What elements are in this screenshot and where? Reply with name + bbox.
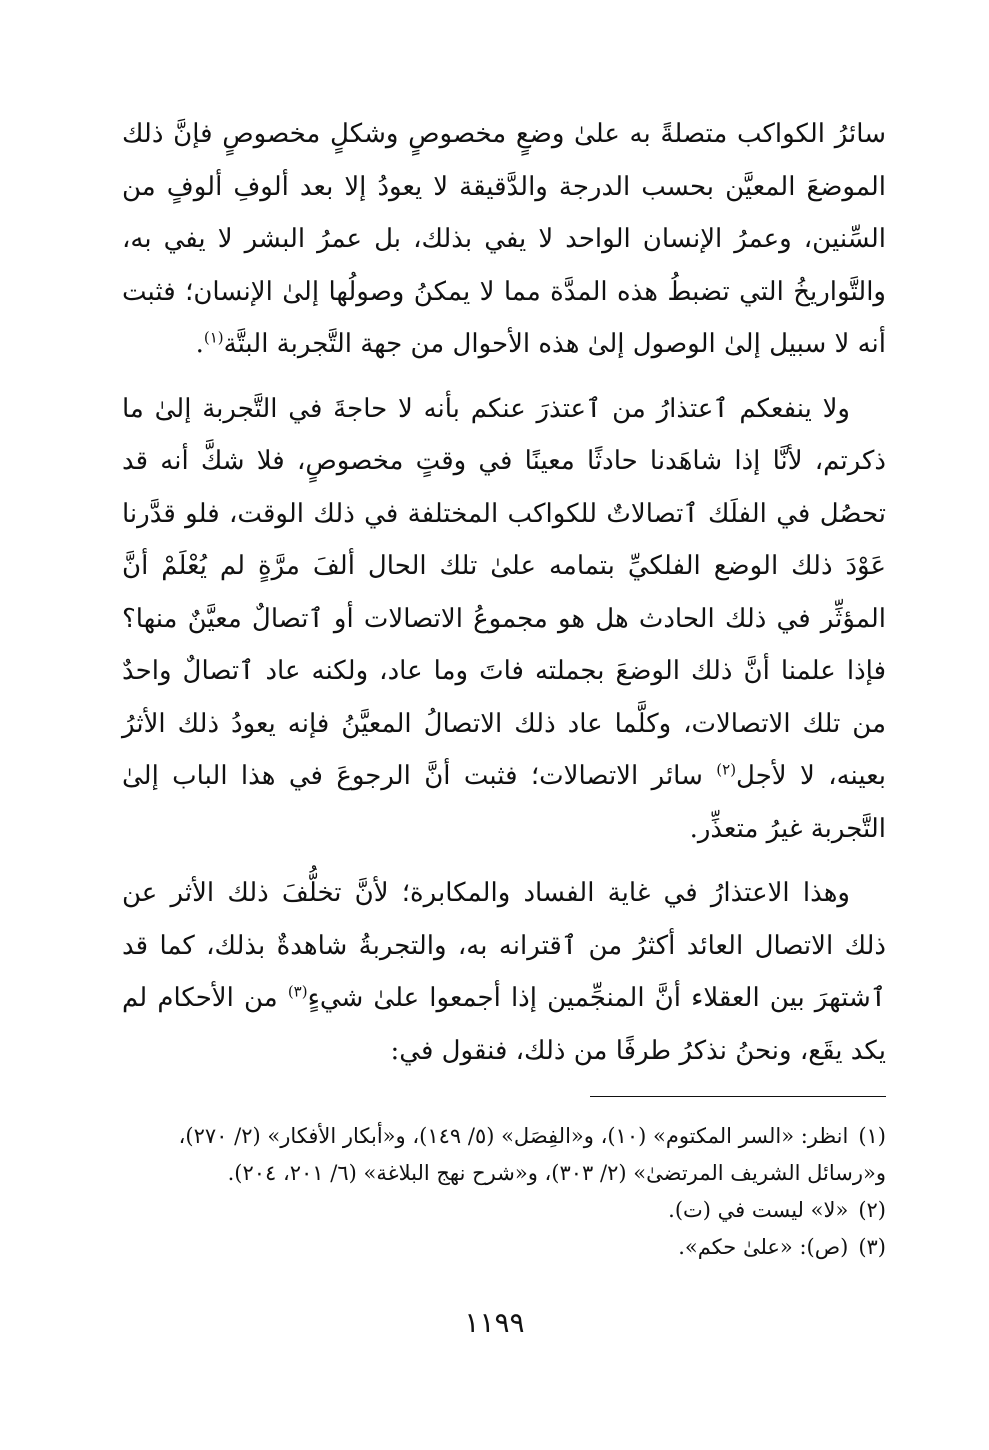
paragraph-3-tail: من الأحكام لم يكد يقَع، ونحنُ نذكرُ طرفًا من ذلك، فنقول في: <box>122 983 886 1066</box>
paragraph-2 <box>122 383 886 856</box>
footnote-ref-2: (٢) <box>716 760 737 779</box>
paragraph-1 <box>122 108 886 371</box>
paragraph-2-text: ولا ينفعكم ٱعتذارُ من ٱعتذرَ عنكم بأنه لا حاجةَ في التَّجربة إلىٰ ما ذكرتم، لأنَّا إذا شاهَدنا حادثًا معينًا في وقتٍ مخصوصٍ، فلا شكَّ أنه قد تحصُل في الفلَك ٱتصالاتٌ للكواكب المختلفة في ذلك الوقت، فلو قدَّرنا عَوْدَ ذلك الوضع الفلكيِّ بتمامه علىٰ تلك الحال ألفَ مرَّةٍ لم يُعْلَمْ أنَّ المؤثِّر في ذلك الحادث هل هو مجموعُ الاتصالات أو ٱتصالٌ معيَّنٌ منها؟ فإذا علمنا أنَّ ذلك الوضعَ بجملته فاتَ وما عاد، ولكنه عاد ٱتصالٌ واحدٌ من تلك الاتصالات، وكلَّما عاد ذلك الاتصالُ المعيَّنُ فإنه يعودُ ذلك الأثرُ بعينه، لا لأجل <box>122 393 886 791</box>
footnote-3 <box>122 1229 886 1266</box>
paragraph-3-text: وهذا الاعتذارُ في غاية الفساد والمكابرة؛ لأنَّ تخلُّفَ ذلك الأثر عن ذلك الاتصال العائد أكثرُ من ٱقترانه به، والتجربةُ شاهدةٌ بذلك، كما قد ٱشتهرَ بين العقلاء أنَّ المنجِّمين إذا أجمعوا علىٰ شيءٍ <box>122 878 886 1013</box>
footnote-text-1: انظر: «السر المكتوم» (١٠)، و«الفِصَل» (٥/ ١٤٩)، و«أبكار الأفكار» (٢/ ٢٧٠)، و«رسائل الشريف المرتضىٰ» (٢/ ٣٠٣)، و«شرح نهج البلاغة» (٦/ ٢٠١، ٢٠٤). <box>178 1124 886 1185</box>
footnote-text-3: (ص): «علىٰ حكم». <box>678 1235 849 1259</box>
footnote-number-2: (٢) <box>858 1198 886 1222</box>
footnote-ref-1: (١) <box>203 328 224 347</box>
footnote-divider <box>590 1096 886 1097</box>
footnote-ref-3: (٣) <box>287 982 308 1001</box>
main-text <box>122 108 886 1089</box>
footnote-number-1: (١) <box>858 1124 886 1148</box>
footnote-2 <box>122 1192 886 1229</box>
page-number: ١١٩٩ <box>464 1306 525 1339</box>
paragraph-3 <box>122 867 886 1077</box>
footnote-number-3: (٣) <box>858 1235 886 1259</box>
paragraph-1-tail: . <box>195 329 204 359</box>
paragraph-2-tail: سائر الاتصالات؛ فثبت أنَّ الرجوعَ في هذا الباب إلىٰ التَّجربة غيرُ متعذِّر. <box>122 761 886 844</box>
footnotes <box>122 1118 886 1266</box>
footnote-1 <box>122 1118 886 1192</box>
footnote-text-2: «لا» ليست في (ت). <box>668 1198 849 1222</box>
paragraph-1-text: سائرُ الكواكب متصلةً به علىٰ وضعٍ مخصوصٍ وشكلٍ مخصوصٍ فإنَّ ذلك الموضعَ المعيَّن بحسب الدرجة والدَّقيقة لا يعودُ إلا بعد ألوفِ ألوفٍ من السِّنين، وعمرُ الإنسان الواحد لا يفي بذلك، بل عمرُ البشر لا يفي به، والتَّواريخُ التي تضبطُ هذه المدَّة مما لا يمكنُ وصولُها إلىٰ الإنسان؛ فثبت أنه لا سبيل إلىٰ الوصول إلىٰ هذه الأحوال من جهة التَّجربة البتَّة <box>122 119 887 359</box>
